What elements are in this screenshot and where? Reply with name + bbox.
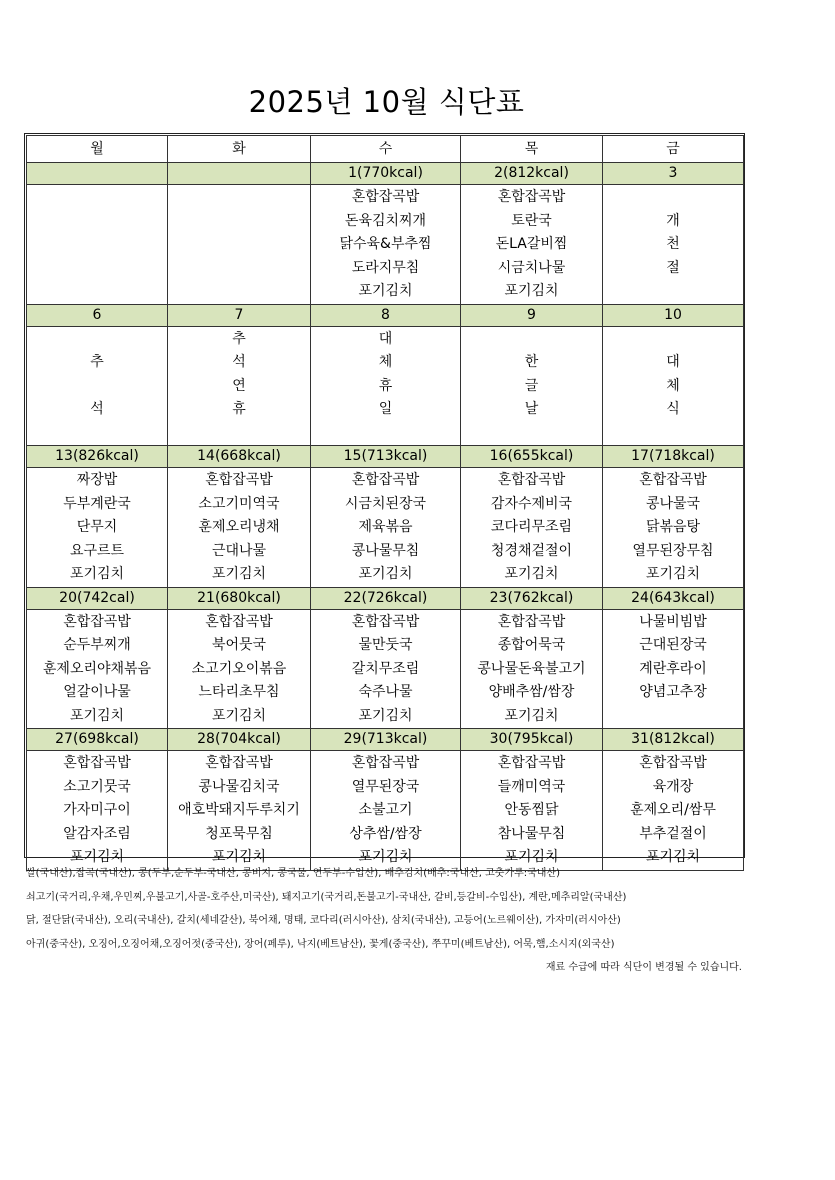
menu-item: 청포묵무침 bbox=[205, 825, 273, 842]
menu-item: 체 bbox=[378, 354, 393, 370]
menu-item: 포기김치 bbox=[504, 849, 559, 865]
menu-item: 나물비빔밥 bbox=[639, 613, 707, 630]
menu-item bbox=[168, 210, 310, 234]
meal-cell bbox=[461, 326, 603, 446]
menu-item: 토란국 bbox=[511, 212, 552, 229]
menu-item: 가자미구이 bbox=[63, 802, 131, 818]
menu-item: 포기김치 bbox=[645, 566, 701, 582]
menu-item: 혼합잡곡밥 bbox=[63, 613, 131, 630]
meal-row bbox=[27, 185, 744, 305]
weekday-header: 금 bbox=[603, 136, 744, 163]
meal-row bbox=[27, 609, 744, 729]
meal-cell bbox=[461, 185, 603, 305]
menu-item bbox=[461, 422, 602, 446]
menu-item: 콩나물국 bbox=[645, 495, 701, 512]
menu-item bbox=[461, 328, 602, 352]
date-cell: 3 bbox=[603, 163, 744, 185]
meal-cell bbox=[168, 609, 311, 729]
menu-item: 대 bbox=[666, 354, 680, 370]
menu-item: 돈육김치찌개 bbox=[344, 212, 427, 229]
menu-item: 콩나물김치국 bbox=[198, 778, 280, 795]
menu-item: 소고기뭇국 bbox=[63, 778, 131, 795]
menu-item: 혼합잡곡밥 bbox=[351, 189, 420, 205]
date-cell: 9 bbox=[461, 304, 603, 326]
date-cell: 30(795kcal) bbox=[461, 729, 603, 751]
menu-item: 닭볶음탕 bbox=[645, 519, 701, 535]
meal-cell bbox=[461, 609, 603, 729]
menu-item: 훈제오리야채볶음 bbox=[42, 660, 152, 677]
weekday-header: 월 bbox=[27, 136, 168, 163]
menu-item: 포기김치 bbox=[358, 849, 413, 865]
menu-item: 청경채겉절이 bbox=[490, 542, 573, 559]
menu-item bbox=[27, 375, 167, 399]
menu-item: 애호박돼지두루치기 bbox=[178, 802, 300, 818]
menu-table bbox=[26, 135, 744, 871]
menu-item: 갈치무조림 bbox=[351, 660, 420, 677]
menu-item: 순두부찌개 bbox=[63, 637, 131, 653]
menu-item: 도라지무침 bbox=[351, 259, 420, 276]
menu-item: 추 bbox=[232, 330, 246, 347]
menu-item bbox=[27, 280, 167, 304]
meal-cell bbox=[603, 185, 744, 305]
menu-item: 포기김치 bbox=[211, 707, 267, 724]
weekday-header: 수 bbox=[311, 136, 461, 163]
menu-item: 소고기오이볶음 bbox=[191, 660, 287, 677]
weekday-header: 화 bbox=[168, 136, 311, 163]
menu-item: 혼합잡곡밥 bbox=[497, 613, 566, 630]
meal-cell bbox=[311, 609, 461, 729]
menu-item: 포기김치 bbox=[358, 707, 413, 724]
menu-item bbox=[168, 257, 310, 281]
weekday-header: 목 bbox=[461, 136, 603, 163]
menu-item: 감자수제비국 bbox=[490, 495, 573, 512]
menu-item: 일 bbox=[378, 401, 393, 417]
date-cell: 2(812kcal) bbox=[461, 163, 603, 185]
menu-item: 종합어묵국 bbox=[497, 637, 566, 653]
menu-item: 계란후라이 bbox=[639, 660, 707, 677]
date-cell: 15(713kcal) bbox=[311, 446, 461, 468]
menu-item: 포기김치 bbox=[645, 849, 701, 865]
menu-item: 혼합잡곡밥 bbox=[351, 472, 420, 488]
menu-item bbox=[27, 186, 167, 210]
menu-item: 혼합잡곡밥 bbox=[351, 613, 420, 630]
menu-item: 대 bbox=[378, 330, 393, 347]
menu-item bbox=[168, 422, 310, 446]
menu-item bbox=[603, 705, 743, 729]
menu-item: 상추쌈/쌈장 bbox=[349, 825, 422, 842]
menu-item: 양배추쌈/쌈장 bbox=[488, 684, 575, 700]
menu-item: 열무된장국 bbox=[351, 778, 420, 795]
menu-item: 혼합잡곡밥 bbox=[639, 472, 707, 488]
menu-item: 혼합잡곡밥 bbox=[205, 472, 273, 488]
menu-item: 혼합잡곡밥 bbox=[497, 755, 566, 771]
menu-item: 포기김치 bbox=[504, 283, 559, 299]
menu-item: 혼합잡곡밥 bbox=[497, 189, 566, 205]
menu-item: 연 bbox=[232, 377, 246, 394]
menu-item: 천 bbox=[666, 236, 680, 252]
menu-item: 절 bbox=[666, 259, 680, 276]
menu-item bbox=[603, 186, 743, 210]
date-cell: 8 bbox=[311, 304, 461, 326]
menu-item: 짜장밥 bbox=[76, 472, 118, 488]
menu-item: 훈제오리냉채 bbox=[198, 519, 280, 535]
menu-item: 열무된장무침 bbox=[632, 542, 714, 559]
date-cell bbox=[27, 163, 168, 185]
origin-note: 닭, 절단닭(국내산), 오리(국내산), 갈치(세네갈산), 북어채, 명태, 코다리(러시아산), 삼치(국내산), 고등어(노르웨이산), 가자미(러시아산) bbox=[26, 915, 621, 926]
menu-item: 느타리초무침 bbox=[198, 684, 280, 700]
meal-cell bbox=[168, 326, 311, 446]
menu-item: 포기김치 bbox=[69, 849, 125, 865]
origin-notes bbox=[26, 862, 746, 980]
menu-item: 콩나물무침 bbox=[351, 542, 420, 559]
date-cell: 14(668kcal) bbox=[168, 446, 311, 468]
menu-item bbox=[311, 422, 460, 446]
menu-item: 혼합잡곡밥 bbox=[639, 755, 707, 771]
menu-item bbox=[168, 280, 310, 304]
date-cell: 22(726kcal) bbox=[311, 587, 461, 609]
meal-cell bbox=[603, 326, 744, 446]
menu-item: 요구르트 bbox=[69, 542, 125, 559]
meal-cell bbox=[603, 468, 744, 588]
menu-item: 숙주나물 bbox=[358, 684, 413, 700]
menu-item bbox=[603, 328, 743, 352]
menu-item: 식 bbox=[666, 401, 680, 417]
meal-cell bbox=[27, 609, 168, 729]
meal-row bbox=[27, 326, 744, 446]
menu-item: 포기김치 bbox=[504, 566, 559, 582]
menu-item: 추 bbox=[90, 354, 104, 370]
date-row bbox=[27, 163, 744, 185]
menu-item: 훈제오리/쌈무 bbox=[630, 802, 716, 818]
meal-cell bbox=[603, 609, 744, 729]
menu-item: 들깨미역국 bbox=[497, 778, 566, 795]
menu-item: 혼합잡곡밥 bbox=[497, 472, 566, 488]
menu-item: 얼갈이나물 bbox=[63, 684, 131, 700]
meal-cell bbox=[27, 326, 168, 446]
date-cell: 31(812kcal) bbox=[603, 729, 744, 751]
meal-cell bbox=[311, 468, 461, 588]
date-row bbox=[27, 304, 744, 326]
menu-item: 포기김치 bbox=[69, 566, 125, 582]
menu-item: 글 bbox=[524, 377, 539, 394]
menu-item: 닭수육&부추찜 bbox=[339, 236, 432, 252]
meal-cell bbox=[27, 185, 168, 305]
menu-item: 포기김치 bbox=[504, 707, 559, 724]
change-notice: 재료 수급에 따라 식단이 변경될 수 있습니다. bbox=[545, 962, 742, 973]
date-cell: 21(680kcal) bbox=[168, 587, 311, 609]
date-cell: 7 bbox=[168, 304, 311, 326]
date-cell: 13(826kcal) bbox=[27, 446, 168, 468]
menu-item: 날 bbox=[524, 401, 539, 417]
menu-item bbox=[27, 210, 167, 234]
meal-cell bbox=[27, 751, 168, 871]
menu-item bbox=[168, 186, 310, 210]
menu-item: 육개장 bbox=[652, 778, 694, 795]
menu-item bbox=[27, 422, 167, 446]
menu-item: 소고기미역국 bbox=[198, 495, 280, 512]
weekday-header-row bbox=[27, 136, 744, 163]
meal-cell bbox=[168, 751, 311, 871]
menu-item bbox=[603, 422, 743, 446]
meal-cell bbox=[603, 751, 744, 871]
date-cell: 23(762kcal) bbox=[461, 587, 603, 609]
menu-item: 단무지 bbox=[76, 519, 118, 535]
menu-item bbox=[168, 233, 310, 257]
menu-item: 두부계란국 bbox=[63, 495, 131, 512]
menu-item: 혼합잡곡밥 bbox=[63, 755, 131, 771]
origin-note: 쇠고기(국거리,우채,우민찌,우불고기,사골-호주산,미국산), 돼지고기(국거리,돈불고기-국내산, 갈비,등갈비-수입산), 계란,메추리알(국내산) bbox=[26, 891, 627, 903]
date-row bbox=[27, 729, 744, 751]
menu-item: 안동찜닭 bbox=[504, 802, 559, 818]
menu-item bbox=[27, 328, 167, 352]
menu-item: 시금치된장국 bbox=[344, 495, 427, 512]
menu-item: 근대된장국 bbox=[639, 637, 707, 653]
meal-cell bbox=[311, 326, 461, 446]
meal-cell bbox=[461, 468, 603, 588]
menu-item: 석 bbox=[232, 354, 246, 370]
menu-item: 근대나물 bbox=[211, 542, 267, 559]
date-cell: 17(718kcal) bbox=[603, 446, 744, 468]
page-title: 2025년 10월 식단표 bbox=[248, 85, 525, 119]
menu-item: 콩나물돈육불고기 bbox=[477, 660, 586, 677]
date-cell: 24(643kcal) bbox=[603, 587, 744, 609]
menu-item bbox=[27, 233, 167, 257]
menu-item: 혼합잡곡밥 bbox=[351, 755, 420, 771]
menu-item: 혼합잡곡밥 bbox=[205, 755, 273, 771]
date-cell: 10 bbox=[603, 304, 744, 326]
menu-item: 휴 bbox=[232, 401, 246, 417]
menu-item: 혼합잡곡밥 bbox=[205, 613, 273, 630]
date-cell: 29(713kcal) bbox=[311, 729, 461, 751]
meal-cell bbox=[168, 185, 311, 305]
meal-cell bbox=[461, 751, 603, 871]
origin-note: 아귀(중국산), 오징어,오징어채,오징어젓(중국산), 장어(페루), 낙지(베트남산), 꽃게(중국산), 쭈꾸미(베트남산), 어묵,햄,소시지(외국산) bbox=[26, 938, 615, 950]
menu-item bbox=[27, 257, 167, 281]
menu-item: 휴 bbox=[378, 377, 393, 394]
meal-cell bbox=[168, 468, 311, 588]
menu-item: 포기김치 bbox=[211, 849, 267, 865]
meal-row bbox=[27, 468, 744, 588]
date-cell: 28(704kcal) bbox=[168, 729, 311, 751]
date-row bbox=[27, 446, 744, 468]
date-cell: 27(698kcal) bbox=[27, 729, 168, 751]
origin-note: 쌀(국내산),잡곡(국내산), 콩(두부,순두부-국내산, 콩비지, 콩국물, 연두부-수입산), 배추김치(배추:국내산, 고춧가루:국내산) bbox=[26, 868, 561, 879]
date-cell bbox=[168, 163, 311, 185]
menu-item: 포기김치 bbox=[211, 566, 267, 582]
menu-item: 소불고기 bbox=[358, 802, 413, 818]
meal-cell bbox=[311, 185, 461, 305]
menu-item: 제육볶음 bbox=[358, 519, 413, 535]
menu-item: 포기김치 bbox=[69, 707, 125, 724]
date-cell: 6 bbox=[27, 304, 168, 326]
menu-item: 부추겉절이 bbox=[639, 825, 707, 842]
date-row bbox=[27, 587, 744, 609]
menu-item: 물만둣국 bbox=[358, 637, 413, 653]
date-cell: 1(770kcal) bbox=[311, 163, 461, 185]
menu-item: 참나물무침 bbox=[497, 825, 566, 842]
menu-item: 석 bbox=[90, 401, 104, 417]
meal-row bbox=[27, 751, 744, 871]
meal-cell bbox=[311, 751, 461, 871]
date-cell: 16(655kcal) bbox=[461, 446, 603, 468]
menu-item: 체 bbox=[666, 377, 680, 394]
menu-item: 양념고추장 bbox=[639, 684, 707, 700]
menu-item: 시금치나물 bbox=[497, 259, 566, 276]
menu-item: 알감자조림 bbox=[63, 825, 131, 842]
menu-item bbox=[603, 280, 743, 304]
meal-cell bbox=[27, 468, 168, 588]
menu-item: 개 bbox=[666, 212, 680, 229]
menu-item: 한 bbox=[524, 354, 539, 370]
menu-item: 포기김치 bbox=[358, 283, 413, 299]
menu-item: 코다리무조림 bbox=[490, 519, 573, 535]
menu-item: 돈LA갈비찜 bbox=[495, 236, 568, 252]
menu-item: 북어뭇국 bbox=[211, 637, 267, 653]
date-cell: 20(742cal) bbox=[27, 587, 168, 609]
menu-item: 포기김치 bbox=[358, 566, 413, 582]
